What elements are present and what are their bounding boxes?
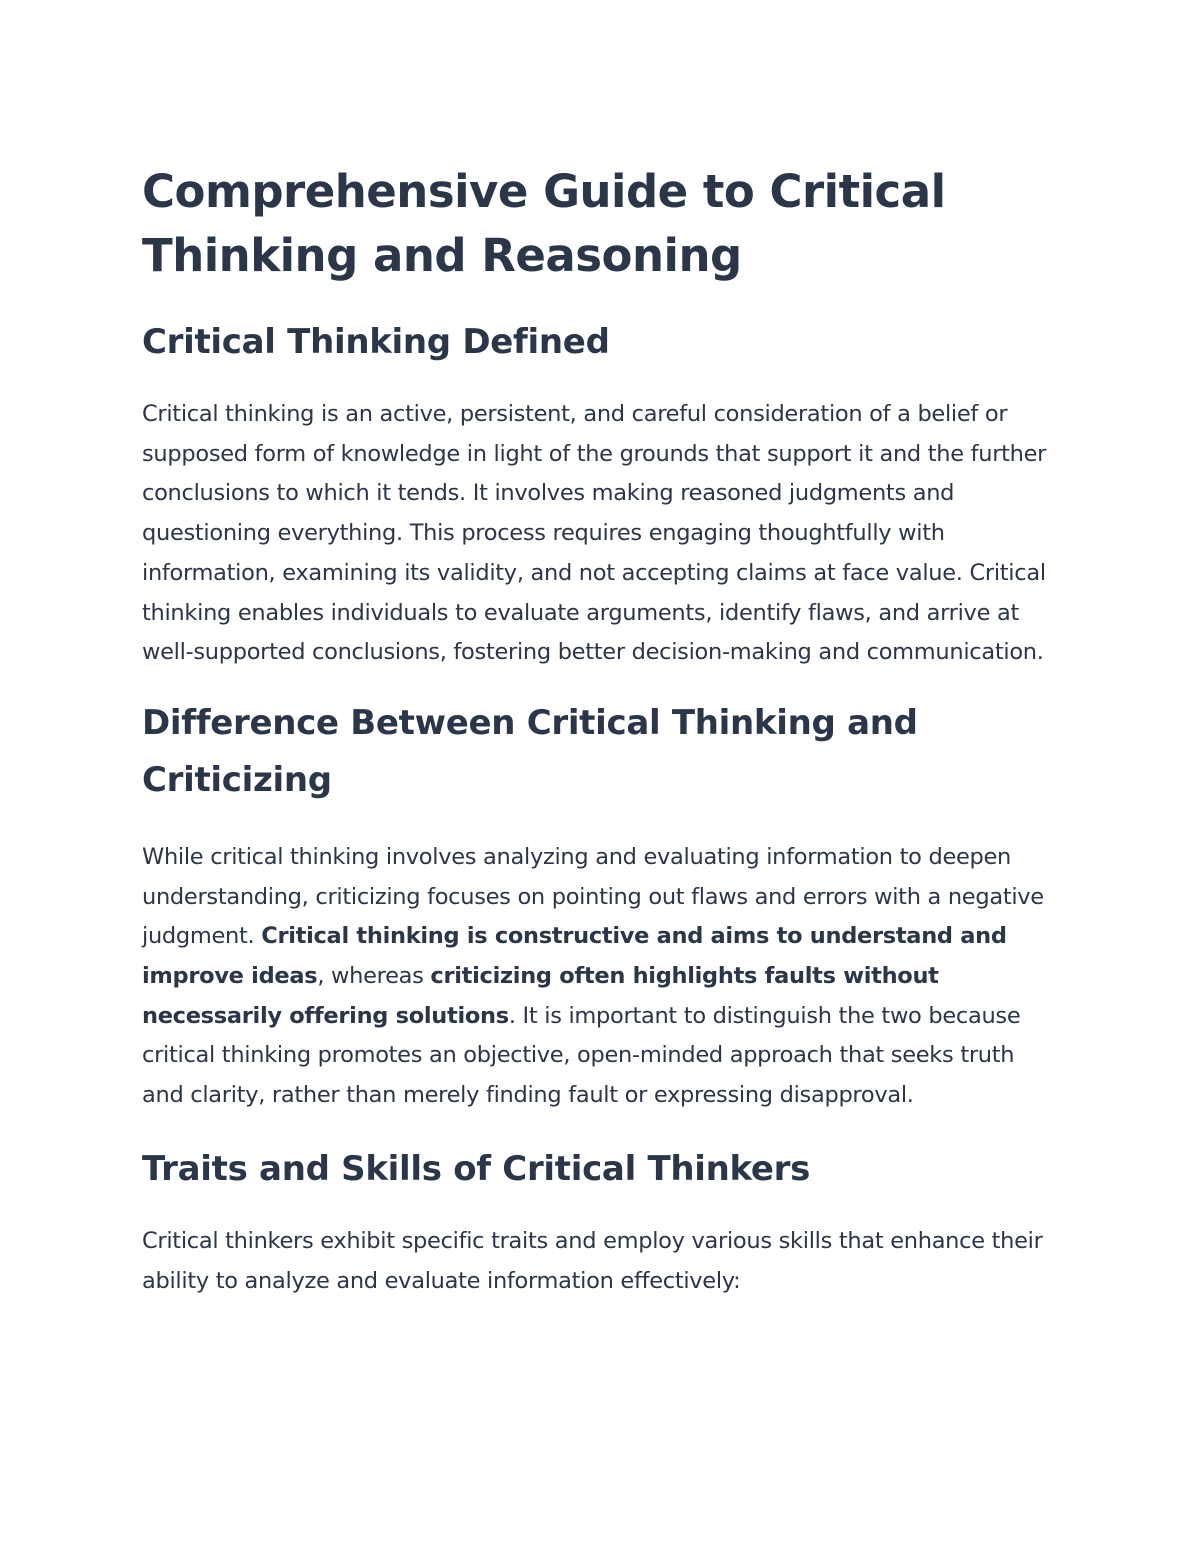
section-paragraph-traits-and-skills: Critical thinkers exhibit specific traits and employ various skills that enhance their ability to analyze and evaluate information effectively: <box>142 1227 1043 1294</box>
section-paragraph-critical-thinking-defined: Critical thinking is an active, persistent, and careful consideration of a belief or supposed form of knowledge in light of the grounds that support it and the further conclusions to which it tends. It involves making reasoned judgments and questioning everything. This process requires engaging thoughtfully with information, examining its validity, and not accepting claims at face value. Critical thinking enables individuals to evaluate arguments, identify flaws, and arrive at well-supported conclusions, fostering better decision-making and communication. <box>142 401 1047 666</box>
paragraph-text: , whereas <box>317 963 431 990</box>
section-heading-critical-thinking-defined: Critical Thinking Defined <box>142 322 610 362</box>
paragraph-text: . It is important to distinguish the two because critical thinking promotes an objective, open-minded approach that seeks truth and clarity, rather than merely finding fault or expressing disapproval. <box>142 1002 1021 1109</box>
section-paragraph-difference <box>142 838 1062 1116</box>
document-title: Comprehensive Guide to Critical Thinking and Reasoning <box>142 165 946 282</box>
paragraph-text: While critical thinking involves analyzing and evaluating information to deepen understanding, criticizing focuses on pointing out flaws and errors with a negative judgment. <box>142 843 1044 950</box>
document-page <box>142 160 1062 1301</box>
bold-emphasis-critical-thinking: Critical thinking is constructive and aims to understand and improve ideas <box>142 923 1007 990</box>
bold-emphasis-criticizing: criticizing often highlights faults without necessarily offering solutions <box>142 963 939 1029</box>
section-heading-difference: Difference Between Critical Thinking and Criticizing <box>142 702 918 800</box>
section-heading-traits-and-skills: Traits and Skills of Critical Thinkers <box>142 1148 811 1189</box>
